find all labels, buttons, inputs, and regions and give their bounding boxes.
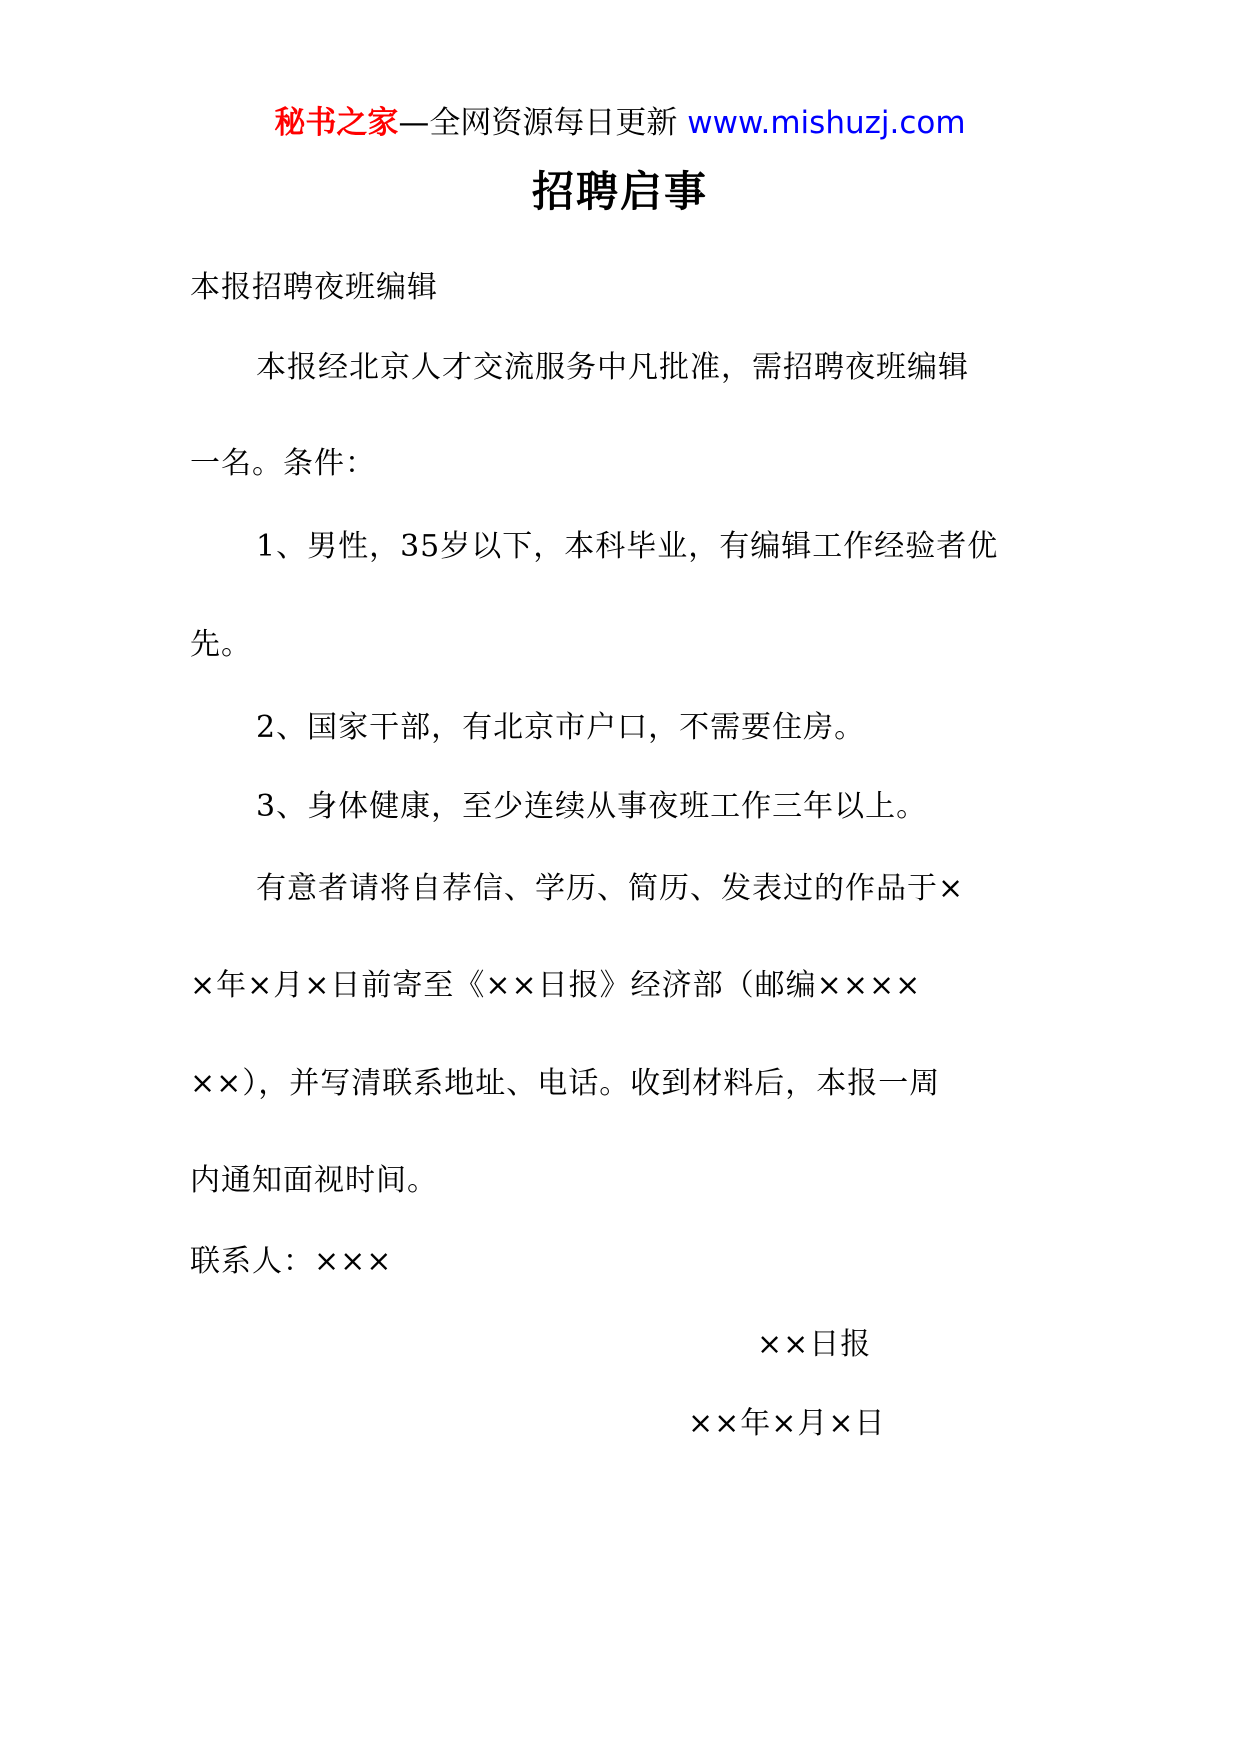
intro-paragraph-line-1: 本报经北京人才交流服务中凡批准，需招聘夜班编辑 bbox=[256, 350, 969, 385]
brand-name: 秘书之家 bbox=[274, 105, 399, 141]
signature-date: ××年×月×日 bbox=[688, 1406, 886, 1441]
requirement-1-line-2: 先。 bbox=[190, 627, 252, 662]
page-title: 招聘启事 bbox=[531, 167, 708, 216]
subtitle-text: 本报招聘夜班编辑 bbox=[190, 270, 438, 305]
signature-org: ××日报 bbox=[757, 1327, 872, 1362]
header-tagline: —全网资源每日更新 bbox=[398, 105, 678, 141]
application-line-3: ××），并写清联系地址、电话。收到材料后，本报一周 bbox=[190, 1066, 941, 1101]
site-url-link[interactable]: www.mishuzj.com bbox=[687, 105, 966, 141]
application-line-4: 内通知面视时间。 bbox=[190, 1163, 438, 1198]
contact-person: 联系人：××× bbox=[190, 1244, 393, 1279]
intro-paragraph-line-2: 一名。条件： bbox=[190, 446, 376, 481]
site-header bbox=[0, 100, 1240, 146]
requirement-1-line-1: 1、男性，35岁以下，本科毕业，有编辑工作经验者优 bbox=[256, 529, 999, 564]
requirement-2: 2、国家干部，有北京市户口，不需要住房。 bbox=[256, 710, 866, 745]
requirement-3: 3、身体健康，至少连续从事夜班工作三年以上。 bbox=[256, 789, 928, 824]
application-line-2: ×年×月×日前寄至《××日报》经济部（邮编×××× bbox=[190, 968, 922, 1003]
application-line-1: 有意者请将自荐信、学历、简历、发表过的作品于× bbox=[256, 871, 965, 906]
